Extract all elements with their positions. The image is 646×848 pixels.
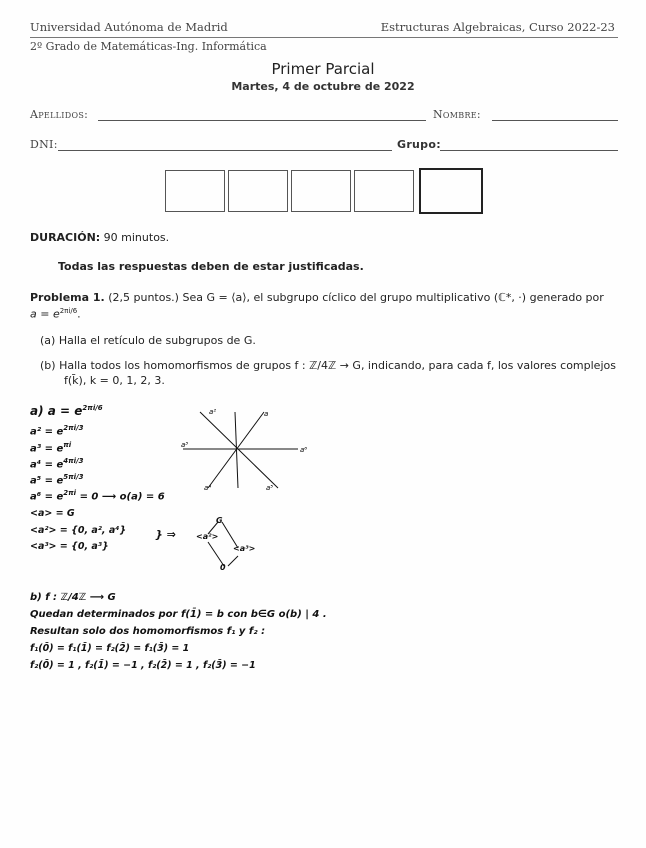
answer-a-line-6: $a^6 = e^{2\pi i} = 0$ ⟶ o(a) = 6 (30, 489, 165, 503)
problem-statement (30, 291, 604, 304)
score-box-4[interactable] (354, 170, 414, 212)
nombre-field[interactable] (492, 120, 618, 121)
answer-b-line-1: b) f : ℤ/4ℤ ⟶ G (30, 592, 116, 603)
score-box-2[interactable] (228, 170, 288, 212)
label-a4: a⁴ (204, 484, 212, 492)
part-a-label: (a) (40, 334, 56, 347)
generator-exp: 2πi/6 (59, 307, 78, 315)
grupo-label: Grupo: (397, 138, 441, 151)
answer-b-line-3: Resultan solo dos homomorfismos f₁ y f₂ : (30, 626, 266, 637)
answer-a-line-5: $a^5 = e^{5\pi i/3}$ (30, 473, 84, 487)
university-name: Universidad Autónoma de Madrid (30, 20, 228, 34)
label-a5: a⁵ (266, 484, 274, 492)
score-box-total[interactable] (419, 168, 483, 214)
duration-value: 90 minutos. (103, 231, 170, 244)
part-a (40, 334, 256, 347)
problem-title: Problema 1. (30, 291, 105, 304)
score-box-1[interactable] (165, 170, 225, 212)
problem-points: (2,5 puntos.) (108, 291, 179, 304)
apellidos-label: Apellidos: (30, 108, 89, 121)
part-b-text: Halla todos los homomorfismos de grupos f : ℤ/4ℤ → G, indicando, para cada f, los valores complejos (59, 359, 616, 372)
answer-b-line-4: f₁(0̄) = f₁(1̄) = f₂(2̄) = f₁(3̄) = 1 (30, 643, 190, 654)
part-a-text: Halla el retículo de subgrupos de G. (58, 334, 256, 347)
label-a3: a³ (181, 441, 189, 449)
roots-of-unity-diagram (178, 404, 318, 494)
subgroup-a2: <a²> = {0, a², a⁴} (30, 525, 127, 536)
subgroup-G: <a> = G (30, 508, 75, 519)
exam-date: Martes, 4 de octubre de 2022 (231, 80, 415, 93)
apellidos-field[interactable] (98, 120, 426, 121)
lattice-left: <a²> (196, 532, 219, 541)
duration (30, 231, 169, 244)
problem-generator: $a = e^{2\pi i/6}$. (30, 307, 81, 321)
answer-a-line-2: $a^2 = e^{2\pi i/3}$ (30, 424, 84, 438)
lattice-top: G (216, 516, 223, 525)
label-a6: a⁶ (300, 446, 308, 454)
dni-field[interactable] (58, 150, 392, 151)
instructions: Todas las respuestas deben de estar justificadas. (58, 260, 364, 273)
answer-a-line-4: $a^4 = e^{4\pi i/3}$ (30, 457, 84, 471)
subgroup-lattice (190, 512, 270, 572)
lattice-right: <a³> (233, 544, 256, 553)
generator-base: a = e (30, 307, 60, 321)
header-rule (30, 37, 618, 38)
grupo-field[interactable] (440, 150, 618, 151)
answer-b-line-5: f₂(0̄) = 1 , f₂(1̄) = −1 , f₂(2̄) = 1 , f₂(3̄) = −1 (30, 660, 256, 671)
part-b-cont: f(k̄), k = 0, 1, 2, 3. (64, 374, 165, 387)
score-box-3[interactable] (291, 170, 351, 212)
problem-text: Sea G = ⟨a⟩, el subgrupo cíclico del grupo multiplicativo (ℂ*, ·) generado por (182, 291, 604, 304)
part-b-label: (b) (40, 359, 56, 372)
course-name: Estructuras Algebraicas, Curso 2022-23 (380, 20, 615, 34)
dni-label: DNI: (30, 138, 58, 151)
label-a2: a² (209, 408, 217, 416)
exam-title: Primer Parcial (271, 60, 375, 78)
part-b (40, 359, 616, 372)
label-a: a (264, 410, 269, 418)
subgroup-a3: <a³> = {0, a³} (30, 541, 109, 552)
lattice-bottom: 0 (220, 563, 226, 572)
answer-a-line-3: $a^3 = e^{\pi i}$ (30, 441, 72, 455)
nombre-label: Nombre: (433, 108, 481, 121)
answer-a-line-1: a) $a = e^{2\pi i/6}$ (30, 404, 103, 418)
answer-b-line-2: Quedan determinados por f(1̄) = b con b∈G o(b) | 4 . (30, 609, 327, 620)
degree-name: 2º Grado de Matemáticas-Ing. Informática (30, 40, 267, 53)
lattice-arrow: } ⇒ (155, 528, 176, 541)
duration-label: DURACIÓN: (30, 231, 101, 244)
